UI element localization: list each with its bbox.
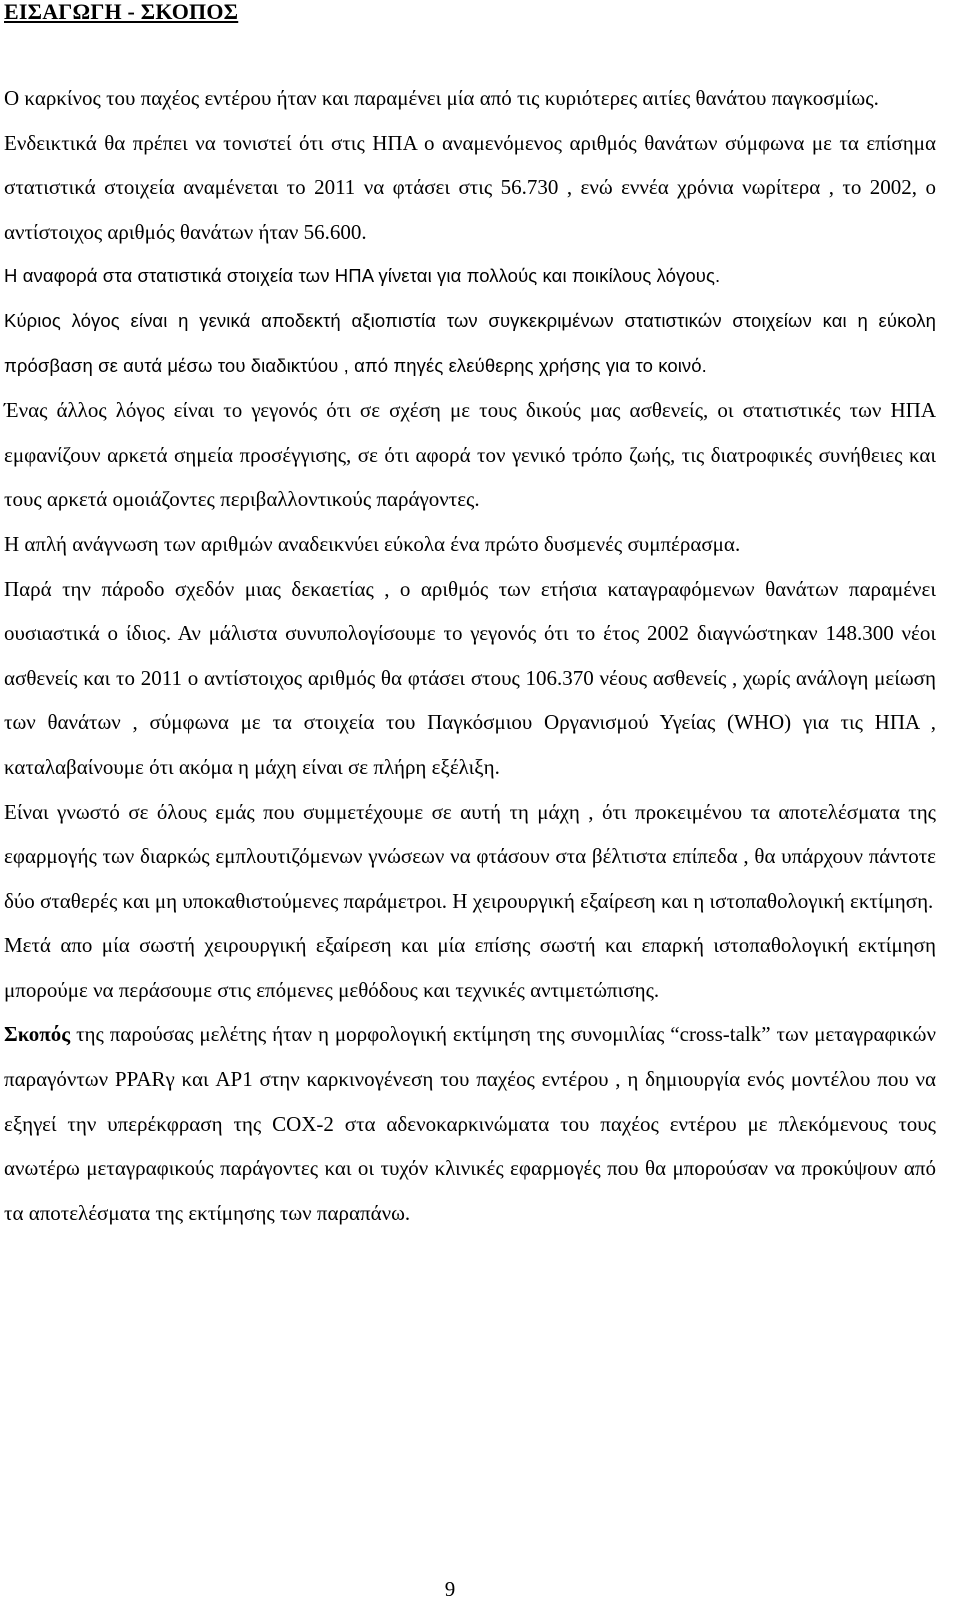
- paragraph-other-reason: Ένας άλλος λόγος είναι το γεγονός ότι σε σχέση με τους δικούς μας ασθενείς, οι στατιστικές των ΗΠΑ εμφανίζουν αρκετά σημεία προσέγγισης, σε ότι αφορά τον γενικό τρόπο ζωής, τις διατροφικές συνήθειες και τους αρκετά ομοιάζοντες περιβαλλοντικούς παράγοντες.: [4, 398, 936, 512]
- paragraph-reference-reasons: Η αναφορά στα στατιστικά στοιχεία των ΗΠΑ γίνεται για πολλούς και ποικίλους λόγους.: [4, 265, 721, 287]
- paragraph-purpose: [4, 1012, 936, 1235]
- purpose-label: Σκοπός: [4, 1022, 71, 1047]
- paragraph-us-statistics: Ενδεικτικά θα πρέπει να τονιστεί ότι στις ΗΠΑ ο αναμενόμενος αριθμός θανάτων σύμφωνα με τα επίσημα στατιστικά στοιχεία αναμένεται το 2011 να φτάσει στις 56.730 , ενώ εννέα χρόνια νωρίτερα , το 2002, ο αντίστοιχος αριθμός θανάτων ήταν 56.600.: [4, 130, 936, 244]
- paragraph-intro: Ο καρκίνος του παχέος εντέρου ήταν και παραμένει μία από τις κυριότερες αιτίες θανάτου παγκοσμίως.: [4, 86, 879, 110]
- page-number: 9: [444, 1577, 456, 1601]
- document-page: [4, 0, 936, 1235]
- paragraph-decade-deaths: Παρά την πάροδο σχεδόν μιας δεκαετίας , ο αριθμός των ετήσια καταγραφόμενων θανάτων παραμένει ουσιαστικά ο ίδιος. Αν μάλιστα συνυπολογίσουμε το γεγονός ότι το έτος 2002 διαγνώστηκαν 148.300 νέοι ασθενείς και το 2011 ο αντίστοιχος αριθμός θα φτάσει στους 106.370 νέους ασθενείς , χωρίς ανάλογη μείωση των θανάτων , σύμφωνα με τα στοιχεία του Παγκόσμιου Οργανισμού Υγείας (WHO) για τις ΗΠΑ , καταλαβαίνουμε ότι ακόμα η μάχη είναι σε πλήρη εξέλιξη.: [4, 576, 936, 779]
- paragraph-surgery-histopathology: Είναι γνωστό σε όλους εμάς που συμμετέχουμε σε αυτή τη μάχη , ότι προκειμένου τα αποτελέσματα της εφαρμογής των διαρκώς εμπλουτιζόμενων γνώσεων να φτάσουν στα βέλτιστα επίπεδα , θα υπάρχουν πάντοτε δύο σταθερές και μη υποκαθιστούμενες παράμετροι. Η χειρουργική εξαίρεση και η ιστοπαθολογική εκτίμηση.: [4, 799, 936, 913]
- paragraph-main-reason: Κύριος λόγος είναι η γενικά αποδεκτή αξιοπιστία των συγκεκριμένων στατιστικών στοιχείων και η εύκολη πρόσβαση σε αυτά μέσω του διαδικτύου , από πηγές ελεύθερης χρήσης για το κοινό.: [4, 309, 936, 376]
- section-heading: ΕΙΣΑΓΩΓΗ - ΣΚΟΠΟΣ: [4, 0, 239, 24]
- paragraph-next-methods: Μετά απο μία σωστή χειρουργική εξαίρεση και μία επίσης σωστή και επαρκή ιστοπαθολογική εκτίμηση μπορούμε να περάσουμε στις επόμενες μεθόδους και τεχνικές αντιμετώπισης.: [4, 933, 936, 1002]
- purpose-text: της παρούσας μελέτης ήταν η μορφολογική εκτίμηση της συνομιλίας “cross-talk” των μεταγραφικών παραγόντων PPARγ και AP1 στην καρκινογένεση του παχέος εντέρου , η δημιουργία ενός μοντέλου που να εξηγεί την υπερέκφραση της COX-2 στα αδενοκαρκινώματα του παχέος εντέρου με πλεκόμενους τους ανωτέρω μεταγραφικούς παράγοντες και οι τυχόν κλινικές εφαρμογές που θα μπορούσαν να προκύψουν από τα αποτελέσματα της εκτίμησης των παραπάνω.: [4, 1022, 936, 1225]
- paragraph-conclusion: Η απλή ανάγνωση των αριθμών αναδεικνύει εύκολα ένα πρώτο δυσμενές συμπέρασμα.: [4, 531, 741, 556]
- document-body: [4, 76, 936, 1235]
